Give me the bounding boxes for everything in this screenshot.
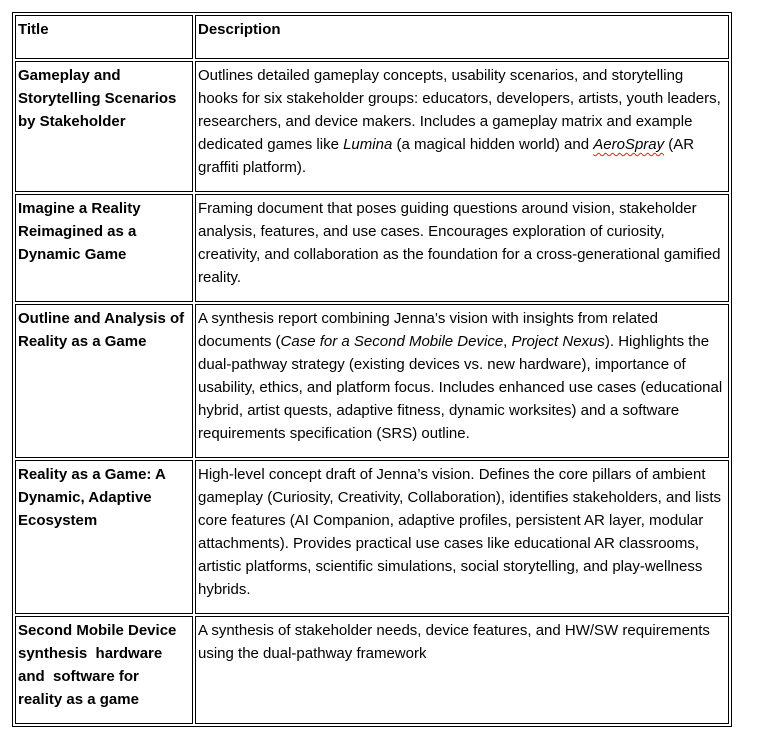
- row-title: Reality as a Game: A Dynamic, Adaptive Ecosystem: [15, 460, 193, 614]
- row-title: Imagine a Reality Reimagined as a Dynamic Game: [15, 194, 193, 302]
- row-title: Gameplay and Storytelling Scenarios by Stakeholder: [15, 61, 193, 192]
- header-description: Description: [195, 15, 729, 59]
- description-text: ,: [503, 333, 512, 350]
- description-text: ). Highlights the dual-pathway strategy (existing devices vs. new hardware), importance of usability, ethics, and platform focus. Includes enhanced use cases (educational hybrid, artist quests, adaptive fitness, dynamic worksites) and a software requirements specification (SRS) outline.: [198, 333, 723, 442]
- row-description: Framing document that poses guiding questions around vision, stakeholder analysis, features, and use cases. Encourages exploration of curiosity, creativity, and collaboration as the foundation for a cross-generational gamified reality.: [195, 194, 729, 302]
- row-description: High-level concept draft of Jenna’s vision. Defines the core pillars of ambient gameplay (Curiosity, Creativity, Collaboration), identifies stakeholders, and lists core features (AI Companion, adaptive profiles, persistent AR layer, modular attachments). Provides practical use cases like educational AR classrooms, artistic platforms, scientific simulations, social storytelling, and play-wellness hybrids.: [195, 460, 729, 614]
- description-text: (AR graffiti platform).: [198, 136, 695, 176]
- table-row: [15, 616, 729, 724]
- description-text: A synthesis report combining Jenna’s vision with insights from related documents (: [198, 310, 658, 350]
- description-text: Outlines detailed gameplay concepts, usability scenarios, and storytelling hooks for six stakeholder groups: educators, developers, artists, youth leaders, researchers, and device makers. Includes a gameplay matrix and example dedicated games like: [198, 67, 721, 153]
- table-row: [15, 194, 729, 302]
- row-description: [195, 304, 729, 458]
- row-description: [195, 61, 729, 192]
- row-description: A synthesis of stakeholder needs, device features, and HW/SW requirements using the dual-pathway framework: [195, 616, 729, 724]
- row-title: [15, 616, 193, 724]
- game-title-lumina: Lumina: [343, 136, 393, 153]
- doc-title-project-nexus: Project Nexus: [511, 333, 605, 350]
- header-row: [15, 15, 729, 59]
- header-title: Title: [15, 15, 193, 59]
- table-row: [15, 61, 729, 192]
- title-line: synthesis hardware: [18, 645, 163, 662]
- title-line: Second Mobile Device: [18, 622, 177, 639]
- description-text: (a magical hidden world) and: [392, 136, 594, 153]
- game-title-aerospray: AeroSpray: [593, 136, 665, 153]
- table-row: [15, 304, 729, 458]
- doc-title-second-device: Case for a Second Mobile Device: [280, 333, 504, 350]
- row-title: Outline and Analysis of Reality as a Game: [15, 304, 193, 458]
- document-table: [12, 12, 732, 727]
- title-line: reality as a game: [18, 691, 139, 708]
- table-row: [15, 460, 729, 614]
- title-line: and software for: [18, 668, 139, 685]
